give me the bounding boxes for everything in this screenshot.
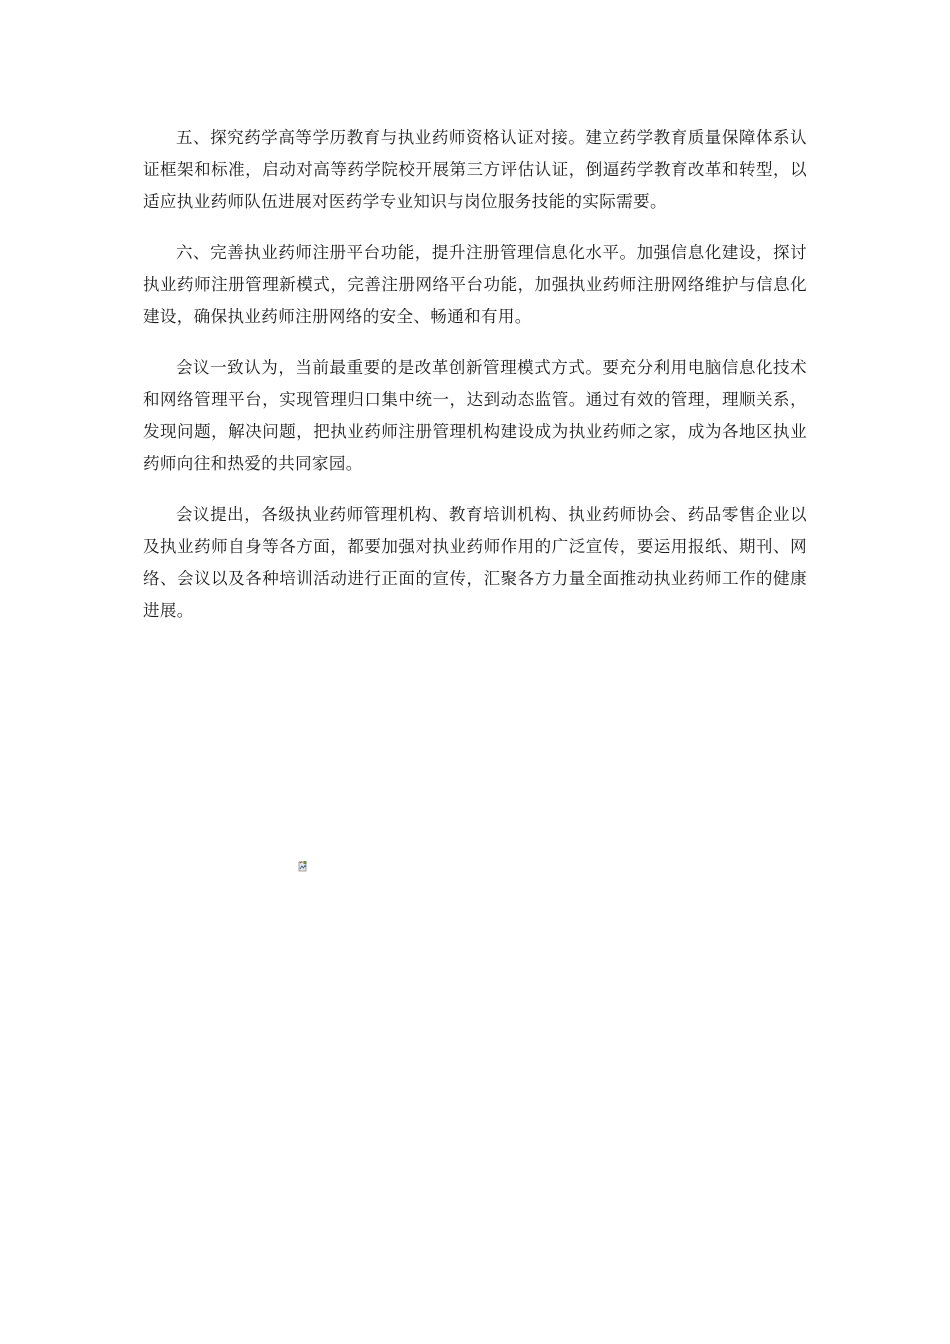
paragraph-five: 五、探究药学高等学历教育与执业药师资格认证对接。建立药学教育质量保障体系认证框架和标准，启动对高等药学院校开展第三方评估认证，倒逼药学教育改革和转型，以适应执业药师队伍进展对医药学专业知识与岗位服务技能的实际需要。 bbox=[143, 128, 807, 211]
paragraph-six: 六、完善执业药师注册平台功能，提升注册管理信息化水平。加强信息化建设，探讨执业药师注册管理新模式，完善注册网络平台功能，加强执业药师注册网络维护与信息化建设，确保执业药师注册网络的安全、畅通和有用。 bbox=[143, 243, 807, 326]
paragraph-meeting-proposal: 会议提出，各级执业药师管理机构、教育培训机构、执业药师协会、药品零售企业以及执业药师自身等各方面，都要加强对执业药师作用的广泛宣传，要运用报纸、期刊、网络、会议以及各种培训活动进行正面的宣传，汇聚各方力量全面推动执业药师工作的健康进展。 bbox=[143, 505, 807, 620]
document-body bbox=[143, 122, 807, 646]
paragraph-meeting-consensus: 会议一致认为，当前最重要的是改革创新管理模式方式。要充分利用电脑信息化技术和网络管理平台，实现管理归口集中统一，达到动态监管。通过有效的管理，理顺关系，发现问题，解决问题，把执业药师注册管理机构建设成为执业药师之家，成为各地区执业药师向往和热爱的共同家园。 bbox=[143, 358, 807, 473]
broken-image-icon bbox=[298, 860, 308, 872]
